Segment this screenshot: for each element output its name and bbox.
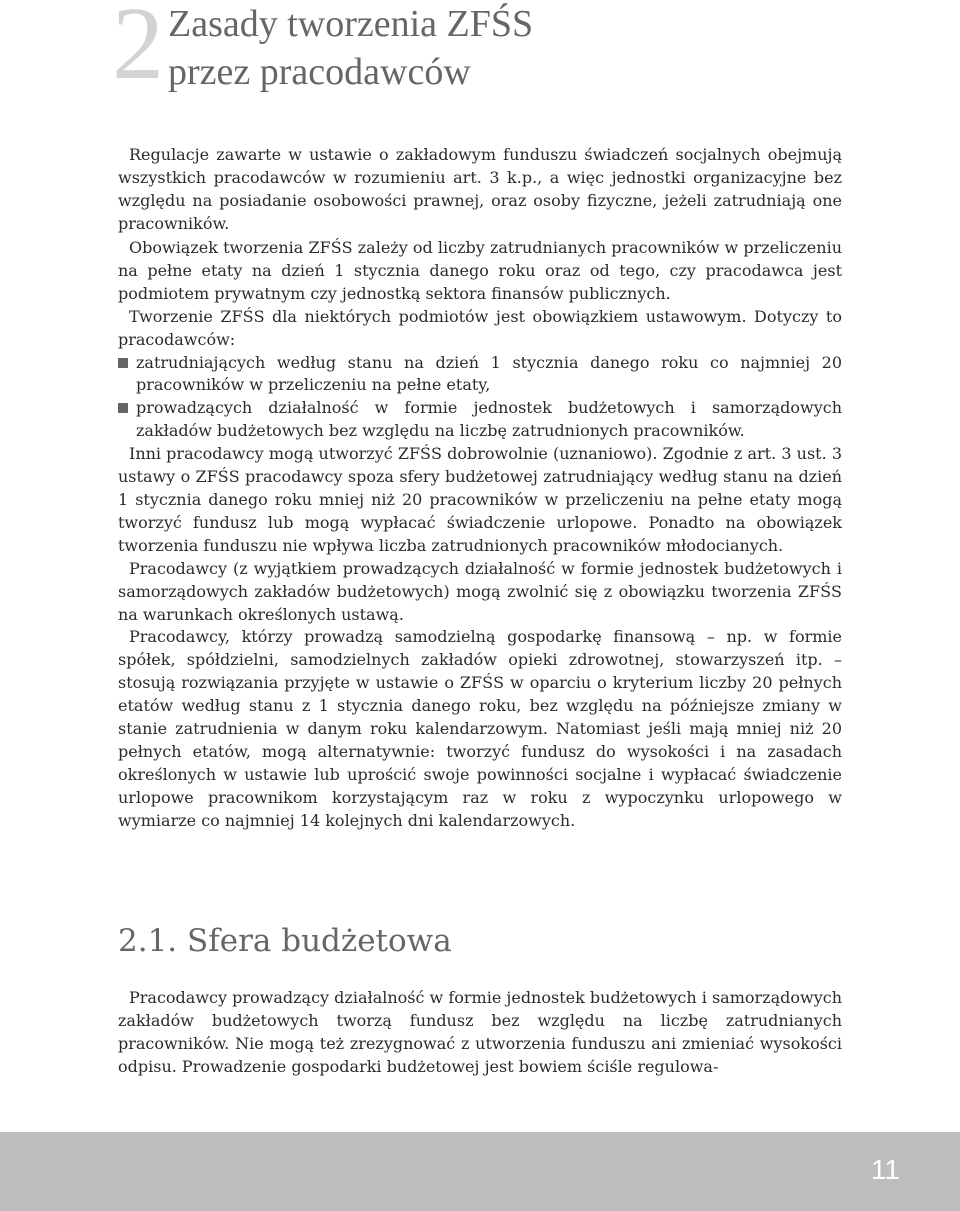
main-text-block	[118, 237, 842, 833]
square-bullet-icon	[118, 358, 128, 368]
footer-band	[0, 1132, 960, 1211]
paragraph-statutory: Tworzenie ZFŚS dla niektórych podmiotów jest obowiązkiem ustawowym. Dotyczy to pracodawców:	[118, 306, 842, 349]
chapter-title	[168, 0, 533, 96]
paragraph-exemption: Pracodawcy (z wyjątkiem prowadzących działalność w formie jednostek budżetowych i samorządowych zakładów budżetowych) mogą zwolnić się z obowiązku tworzenia ZFŚS na warunkach określonych ustawą.	[118, 558, 842, 624]
list-item-text: prowadzących działalność w formie jednostek budżetowych i samorządowych zakładów budżetowych bez względu na liczbę zatrudnionych pracowników.	[136, 398, 842, 441]
chapter-header	[112, 0, 872, 100]
list-item	[118, 397, 842, 443]
section-paragraph: Pracodawcy prowadzący działalność w formie jednostek budżetowych i samorządowych zakładów budżetowych tworzą fundusz bez względu na liczbę zatrudnianych pracowników. Nie mogą też zrezygnować z utworzenia funduszu ani zmieniać wysokości odpisu. Prowadzenie gospodarki budżetowej jest bowiem ściśle regulowa-	[118, 988, 842, 1076]
list-item	[118, 352, 842, 398]
paragraph-independent-finance: Pracodawcy, którzy prowadzą samodzielną gospodarkę finansową – np. w formie spółek, spółdzielni, samodzielnych zakładów opieki zdrowotnej, stowarzyszeń itp. – stosują rozwiązania przyjęte w ustawie o ZFŚS w oparciu o kryterium liczby 20 pełnych etatów według stanu z 1 stycznia danego roku, bez względu na późniejsze zmiany w stanie zatrudnienia w danym roku kalendarzowym. Natomiast jeśli mają mniej niż 20 pełnych etatów, mogą alternatywnie: tworzyć fundusz do wysokości i na zasadach określonych w ustawie lub uprościć swoje powinności socjalne i wypłacać świadczenie urlopowe pracownikom korzystającym raz w roku z wypoczynku urlopowego w wymiarze co najmniej 14 kolejnych dni kalendarzowych.	[118, 627, 842, 830]
employer-list	[118, 352, 842, 444]
list-item-text: zatrudniających według stanu na dzień 1 stycznia danego roku co najmniej 20 pracowników w przeliczeniu na pełne etaty,	[136, 352, 842, 395]
paragraph-obligation: Obowiązek tworzenia ZFŚS zależy od liczby zatrudnianych pracowników w przeliczeniu na pełne etaty na dzień 1 stycznia danego roku oraz od tego, czy pracodawca jest podmiotem prywatnym czy jednostką sektora finansów publicznych.	[118, 238, 842, 303]
square-bullet-icon	[118, 403, 128, 413]
intro-block	[118, 144, 842, 236]
chapter-number: 2	[112, 0, 164, 101]
page-number: 11	[870, 1154, 900, 1185]
paragraph-voluntary: Inni pracodawcy mogą utworzyć ZFŚS dobrowolnie (uznaniowo). Zgodnie z art. 3 ust. 3 ustawy o ZFŚS pracodawcy spoza sfery budżetowej zatrudniający według stanu na dzień 1 stycznia danego roku mniej niż 20 pracowników w przeliczeniu na pełne etaty mogą tworzyć fundusz lub mogą wypłacać świadczenie urlopowe. Ponadto na obowiązek tworzenia funduszu nie wpływa liczba zatrudnionych pracowników młodocianych.	[118, 444, 842, 555]
chapter-title-line-2: przez pracodawców	[168, 51, 471, 93]
chapter-title-line-1: Zasady tworzenia ZFŚS	[168, 3, 534, 45]
section-text-block	[118, 987, 842, 1079]
intro-paragraph: Regulacje zawarte w ustawie o zakładowym funduszu świadczeń socjalnych obejmują wszystkich pracodawców w rozumieniu art. 3 k.p., a więc jednostki organizacyjne bez względu na posiadanie osobowości prawnej, oraz osoby fizyczne, jeżeli zatrudniają one pracowników.	[118, 145, 842, 233]
section-heading: 2.1. Sfera budżetowa	[118, 923, 452, 959]
